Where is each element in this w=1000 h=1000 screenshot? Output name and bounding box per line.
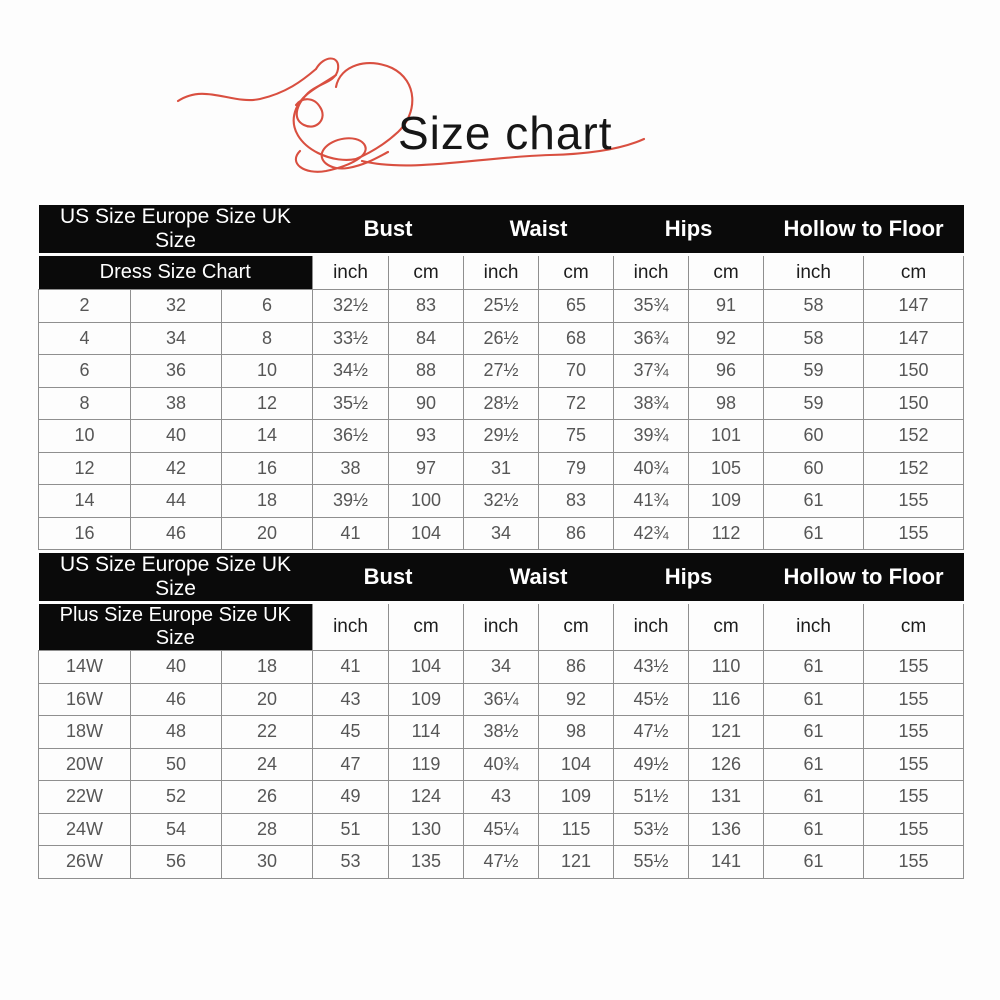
unit-header: inch [764,255,864,290]
size-cell: 18W [39,716,131,749]
table-row [39,322,964,355]
unit-header: inch [313,603,389,651]
dress-group-header-row [39,205,964,255]
hips-header: Hips [614,205,764,255]
plus-size-chart-label: Plus Size Europe Size UK Size [39,603,313,651]
size-cell: 36½ [313,420,389,453]
size-cell: 61 [764,517,864,550]
size-cell: 12 [222,387,313,420]
size-cell: 30 [222,846,313,879]
size-cell: 36¼ [464,683,539,716]
size-cell: 56 [131,846,222,879]
dress-size-table-body [39,290,964,550]
size-cell: 150 [864,387,964,420]
title-header [0,0,1000,200]
table-row [39,420,964,453]
size-cell: 54 [131,813,222,846]
dress-size-chart-label: Dress Size Chart [39,255,313,290]
size-cell: 6 [39,355,131,388]
dress-size-table [38,205,964,550]
hollow-to-floor-header: Hollow to Floor [764,205,964,255]
size-cell: 75 [539,420,614,453]
size-cell: 32½ [313,290,389,323]
size-cell: 46 [131,683,222,716]
size-cell: 12 [39,452,131,485]
table-row [39,781,964,814]
size-cell: 20W [39,748,131,781]
size-cell: 61 [764,846,864,879]
size-cell: 39¾ [614,420,689,453]
size-cell: 27½ [464,355,539,388]
size-cell: 98 [539,716,614,749]
size-cell: 121 [689,716,764,749]
size-cell: 61 [764,651,864,684]
size-cell: 79 [539,452,614,485]
unit-header: cm [389,603,464,651]
size-cell: 53 [313,846,389,879]
size-cell: 60 [764,420,864,453]
size-cell: 40¾ [614,452,689,485]
size-cell: 150 [864,355,964,388]
size-cell: 70 [539,355,614,388]
page-title: Size chart [398,107,613,159]
size-cell: 38 [131,387,222,420]
size-cell: 28 [222,813,313,846]
size-cell: 104 [389,651,464,684]
size-cell: 44 [131,485,222,518]
size-cell: 25½ [464,290,539,323]
size-cell: 16W [39,683,131,716]
size-cell: 104 [389,517,464,550]
plus-group-header-row [39,553,964,603]
unit-header: inch [464,255,539,290]
size-cell: 4 [39,322,131,355]
size-cell: 40¾ [464,748,539,781]
size-cell: 47½ [464,846,539,879]
size-cell: 49 [313,781,389,814]
size-cell: 51½ [614,781,689,814]
size-cell: 59 [764,355,864,388]
size-cell: 101 [689,420,764,453]
size-cell: 155 [864,683,964,716]
waist-header: Waist [464,553,614,603]
size-cell: 47½ [614,716,689,749]
size-cell: 6 [222,290,313,323]
size-cell: 26 [222,781,313,814]
size-cell: 20 [222,517,313,550]
table-row [39,355,964,388]
size-cell: 86 [539,651,614,684]
unit-header: cm [539,255,614,290]
size-cell: 32 [131,290,222,323]
size-cell: 131 [689,781,764,814]
size-cell: 109 [689,485,764,518]
unit-header: inch [614,255,689,290]
hips-header: Hips [614,553,764,603]
size-cell: 121 [539,846,614,879]
size-cell: 16 [222,452,313,485]
size-cell: 38 [313,452,389,485]
size-cell: 18 [222,651,313,684]
waist-header: Waist [464,205,614,255]
unit-header: cm [689,255,764,290]
unit-header: cm [689,603,764,651]
size-cell: 38¾ [614,387,689,420]
size-cell: 155 [864,846,964,879]
size-cell: 43½ [614,651,689,684]
size-cell: 91 [689,290,764,323]
size-cell: 43 [464,781,539,814]
table-row [39,452,964,485]
sizes-header: US Size Europe Size UK Size [39,205,313,255]
size-cell: 47 [313,748,389,781]
dress-subheader-row [39,255,964,290]
unit-header: inch [614,603,689,651]
table-row [39,290,964,323]
size-cell: 92 [539,683,614,716]
size-cell: 116 [689,683,764,716]
size-cell: 61 [764,716,864,749]
size-cell: 51 [313,813,389,846]
size-cell: 68 [539,322,614,355]
table-row [39,813,964,846]
size-cell: 31 [464,452,539,485]
size-cell: 112 [689,517,764,550]
size-cell: 34 [464,517,539,550]
plus-size-table [38,553,964,879]
bust-header: Bust [313,205,464,255]
size-cell: 155 [864,651,964,684]
size-cell: 10 [222,355,313,388]
sizes-header: US Size Europe Size UK Size [39,553,313,603]
size-cell: 43 [313,683,389,716]
size-cell: 124 [389,781,464,814]
size-cell: 26½ [464,322,539,355]
size-cell: 61 [764,683,864,716]
unit-header: inch [464,603,539,651]
size-cell: 41¾ [614,485,689,518]
size-cell: 38½ [464,716,539,749]
size-cell: 152 [864,452,964,485]
size-cell: 22W [39,781,131,814]
size-cell: 155 [864,781,964,814]
plus-subheader-row [39,603,964,651]
table-row [39,716,964,749]
size-cell: 34 [131,322,222,355]
size-cell: 155 [864,517,964,550]
size-cell: 32½ [464,485,539,518]
size-cell: 39½ [313,485,389,518]
unit-header: cm [864,603,964,651]
size-cell: 114 [389,716,464,749]
size-cell: 34½ [313,355,389,388]
size-cell: 61 [764,485,864,518]
size-cell: 115 [539,813,614,846]
size-cell: 40 [131,420,222,453]
size-cell: 28½ [464,387,539,420]
table-row [39,748,964,781]
size-cell: 52 [131,781,222,814]
size-cell: 97 [389,452,464,485]
size-cell: 40 [131,651,222,684]
size-cell: 24W [39,813,131,846]
size-cell: 135 [389,846,464,879]
size-cell: 141 [689,846,764,879]
unit-header: cm [389,255,464,290]
size-cell: 155 [864,485,964,518]
size-cell: 130 [389,813,464,846]
size-cell: 29½ [464,420,539,453]
size-cell: 72 [539,387,614,420]
size-cell: 59 [764,387,864,420]
size-cell: 110 [689,651,764,684]
table-row [39,517,964,550]
size-cell: 155 [864,716,964,749]
size-cell: 41 [313,651,389,684]
size-cell: 35¾ [614,290,689,323]
size-cell: 152 [864,420,964,453]
size-cell: 53½ [614,813,689,846]
size-cell: 45½ [614,683,689,716]
hollow-to-floor-header: Hollow to Floor [764,553,964,603]
unit-header: inch [764,603,864,651]
size-cell: 109 [539,781,614,814]
size-cell: 46 [131,517,222,550]
size-cell: 10 [39,420,131,453]
size-cell: 8 [39,387,131,420]
size-cell: 55½ [614,846,689,879]
size-cell: 90 [389,387,464,420]
size-cell: 105 [689,452,764,485]
size-cell: 86 [539,517,614,550]
size-cell: 34 [464,651,539,684]
size-cell: 88 [389,355,464,388]
unit-header: cm [539,603,614,651]
size-cell: 24 [222,748,313,781]
size-cell: 49½ [614,748,689,781]
size-cell: 42 [131,452,222,485]
table-row [39,846,964,879]
size-cell: 155 [864,748,964,781]
size-cell: 109 [389,683,464,716]
size-cell: 35½ [313,387,389,420]
bust-header: Bust [313,553,464,603]
plus-size-table-body [39,651,964,879]
size-cell: 36 [131,355,222,388]
size-cell: 83 [539,485,614,518]
size-cell: 14 [39,485,131,518]
size-cell: 41 [313,517,389,550]
size-cell: 84 [389,322,464,355]
size-cell: 14W [39,651,131,684]
size-cell: 16 [39,517,131,550]
size-cell: 61 [764,781,864,814]
size-cell: 61 [764,748,864,781]
size-cell: 26W [39,846,131,879]
size-cell: 155 [864,813,964,846]
size-cell: 119 [389,748,464,781]
size-cell: 61 [764,813,864,846]
table-row [39,485,964,518]
size-cell: 48 [131,716,222,749]
table-row [39,683,964,716]
size-cell: 20 [222,683,313,716]
size-cell: 98 [689,387,764,420]
size-cell: 96 [689,355,764,388]
size-cell: 50 [131,748,222,781]
size-cell: 22 [222,716,313,749]
size-cell: 93 [389,420,464,453]
size-cell: 42¾ [614,517,689,550]
size-cell: 45¼ [464,813,539,846]
size-cell: 58 [764,322,864,355]
size-cell: 100 [389,485,464,518]
size-cell: 37¾ [614,355,689,388]
size-cell: 58 [764,290,864,323]
size-cell: 65 [539,290,614,323]
size-cell: 8 [222,322,313,355]
size-cell: 45 [313,716,389,749]
size-cell: 33½ [313,322,389,355]
size-cell: 14 [222,420,313,453]
size-cell: 18 [222,485,313,518]
size-cell: 60 [764,452,864,485]
size-cell: 136 [689,813,764,846]
size-cell: 92 [689,322,764,355]
size-cell: 126 [689,748,764,781]
unit-header: cm [864,255,964,290]
size-cell: 36¾ [614,322,689,355]
table-row [39,387,964,420]
table-row [39,651,964,684]
size-cell: 83 [389,290,464,323]
size-cell: 147 [864,322,964,355]
size-cell: 2 [39,290,131,323]
size-cell: 147 [864,290,964,323]
size-cell: 104 [539,748,614,781]
unit-header: inch [313,255,389,290]
